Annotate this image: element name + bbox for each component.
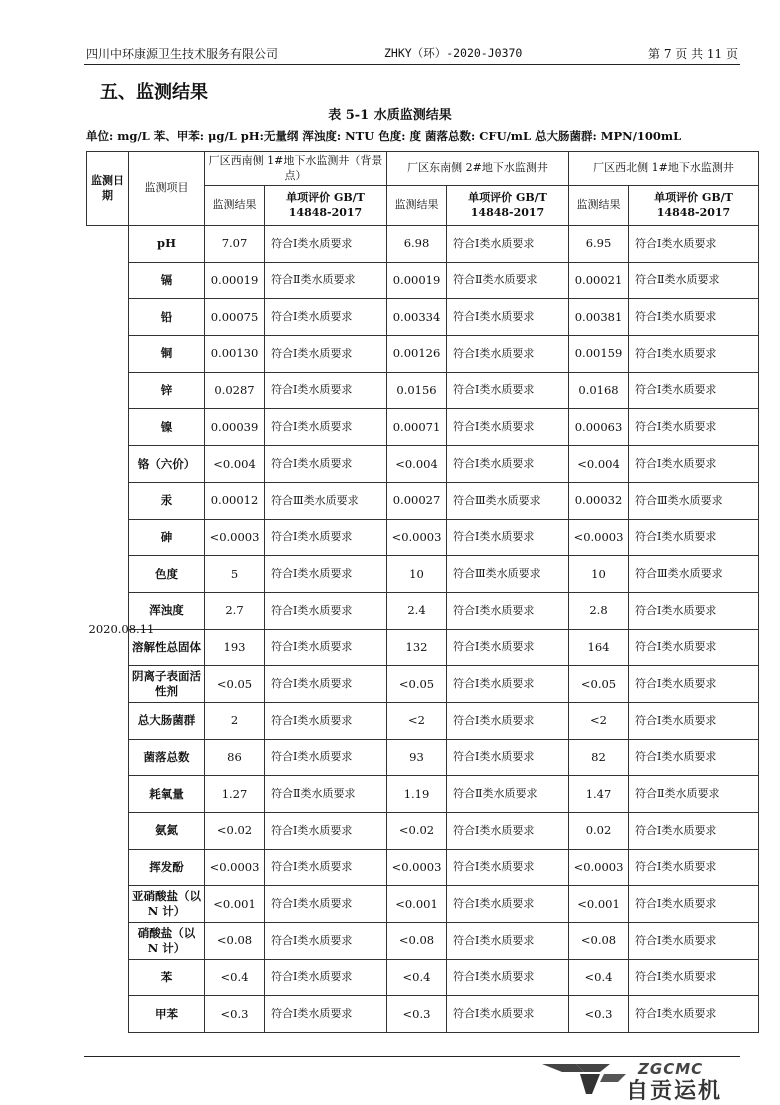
site-3-evaluation: 符合Ⅰ类水质要求	[629, 702, 759, 739]
site-3-result: <0.05	[569, 666, 629, 703]
site-2-result: 0.0156	[387, 372, 447, 409]
site-1-result: 193	[205, 629, 265, 666]
site-1-evaluation: 符合Ⅰ类水质要求	[265, 519, 387, 556]
site-3-result: 1.47	[569, 776, 629, 813]
site-2-result: <0.05	[387, 666, 447, 703]
site-2-result: <0.004	[387, 446, 447, 483]
page-number: 第 7 页 共 11 页	[648, 47, 738, 61]
site-3-evaluation: 符合Ⅰ类水质要求	[629, 739, 759, 776]
site-2-evaluation: 符合Ⅰ类水质要求	[447, 226, 569, 263]
site-2-result: <0.3	[387, 996, 447, 1033]
site-2-evaluation: 符合Ⅰ类水质要求	[447, 886, 569, 923]
item-name: 耗氧量	[129, 776, 205, 813]
site-2-result: 0.00334	[387, 299, 447, 336]
site-2-evaluation: 符合Ⅱ类水质要求	[447, 776, 569, 813]
site-1-eval-header: 单项评价 GB/T 14848-2017	[265, 186, 387, 226]
site-1-evaluation: 符合Ⅲ类水质要求	[265, 482, 387, 519]
item-name: 锌	[129, 372, 205, 409]
site-3-result: 2.8	[569, 592, 629, 629]
site-2-result: 0.00071	[387, 409, 447, 446]
logo-emblem-icon	[540, 1058, 640, 1100]
item-name: 氨氮	[129, 813, 205, 850]
site-1-evaluation: 符合Ⅰ类水质要求	[265, 592, 387, 629]
site-2-result: 2.4	[387, 592, 447, 629]
site-3-result: 0.00032	[569, 482, 629, 519]
table-row	[87, 372, 759, 409]
site-1-evaluation: 符合Ⅰ类水质要求	[265, 813, 387, 850]
table-row	[87, 409, 759, 446]
site-2-result: <0.0003	[387, 519, 447, 556]
site-2-evaluation: 符合Ⅰ类水质要求	[447, 409, 569, 446]
site-2-result: 6.98	[387, 226, 447, 263]
site-2-result: <0.08	[387, 923, 447, 960]
item-name: 阴离子表面活性剂	[129, 666, 205, 703]
site-3-result: <0.0003	[569, 519, 629, 556]
site-1-result: 1.27	[205, 776, 265, 813]
site-1-evaluation: 符合Ⅰ类水质要求	[265, 336, 387, 373]
site-1-evaluation: 符合Ⅰ类水质要求	[265, 556, 387, 593]
table-row	[87, 776, 759, 813]
site-3-evaluation: 符合Ⅰ类水质要求	[629, 299, 759, 336]
item-name: 铜	[129, 336, 205, 373]
site-2-result: <0.4	[387, 959, 447, 996]
site-3-evaluation: 符合Ⅰ类水质要求	[629, 666, 759, 703]
table-row	[87, 629, 759, 666]
table-row	[87, 336, 759, 373]
table-row	[87, 666, 759, 703]
site-2-eval-header: 单项评价 GB/T 14848-2017	[447, 186, 569, 226]
site-3-result: 0.00159	[569, 336, 629, 373]
item-name: 苯	[129, 959, 205, 996]
site-3-evaluation: 符合Ⅰ类水质要求	[629, 886, 759, 923]
site-3-result: <0.3	[569, 996, 629, 1033]
site-3-result: <0.004	[569, 446, 629, 483]
site-1-evaluation: 符合Ⅰ类水质要求	[265, 923, 387, 960]
site-1-evaluation: 符合Ⅰ类水质要求	[265, 629, 387, 666]
site-1-result: 2	[205, 702, 265, 739]
site-2-evaluation: 符合Ⅰ类水质要求	[447, 336, 569, 373]
site-1-result: <0.4	[205, 959, 265, 996]
site-1-result-header: 监测结果	[205, 186, 265, 226]
site-2-evaluation: 符合Ⅰ类水质要求	[447, 813, 569, 850]
site-3-evaluation: 符合Ⅰ类水质要求	[629, 592, 759, 629]
site-3-eval-header: 单项评价 GB/T 14848-2017	[629, 186, 759, 226]
site-3-evaluation: 符合Ⅰ类水质要求	[629, 996, 759, 1033]
site-1-evaluation: 符合Ⅰ类水质要求	[265, 739, 387, 776]
site-1-result: 0.0287	[205, 372, 265, 409]
site-2-result: 10	[387, 556, 447, 593]
item-name: 铅	[129, 299, 205, 336]
table-row	[87, 702, 759, 739]
monitoring-date: 2020.08.11	[87, 226, 129, 1033]
site-2-result: 0.00019	[387, 262, 447, 299]
site-3-result: 6.95	[569, 226, 629, 263]
site-2-header: 厂区东南侧 2#地下水监测井	[387, 152, 569, 186]
site-3-result: <0.001	[569, 886, 629, 923]
table-row	[87, 226, 759, 263]
site-1-result: 5	[205, 556, 265, 593]
item-name: 亚硝酸盐（以 N 计）	[129, 886, 205, 923]
site-3-evaluation: 符合Ⅰ类水质要求	[629, 336, 759, 373]
site-1-evaluation: 符合Ⅰ类水质要求	[265, 446, 387, 483]
item-name: 汞	[129, 482, 205, 519]
site-1-evaluation: 符合Ⅱ类水质要求	[265, 262, 387, 299]
site-3-result: 0.02	[569, 813, 629, 850]
site-2-evaluation: 符合Ⅰ类水质要求	[447, 592, 569, 629]
site-3-evaluation: 符合Ⅰ类水质要求	[629, 959, 759, 996]
site-3-evaluation: 符合Ⅰ类水质要求	[629, 629, 759, 666]
site-3-evaluation: 符合Ⅲ类水质要求	[629, 556, 759, 593]
site-3-evaluation: 符合Ⅰ类水质要求	[629, 923, 759, 960]
site-1-result: 7.07	[205, 226, 265, 263]
units-line: 单位: mg/L 苯、甲苯: μg/L pH:无量纲 浑浊度: NTU 色度: 度 菌落总数: CFU/mL 总大肠菌群: MPN/100mL	[86, 129, 682, 143]
item-name: 镉	[129, 262, 205, 299]
item-name: 镍	[129, 409, 205, 446]
table-row	[87, 262, 759, 299]
site-3-evaluation: 符合Ⅱ类水质要求	[629, 776, 759, 813]
table-row	[87, 446, 759, 483]
site-3-result: 0.0168	[569, 372, 629, 409]
table-row	[87, 849, 759, 886]
item-name: 色度	[129, 556, 205, 593]
site-3-header: 厂区西北侧 1#地下水监测井	[569, 152, 759, 186]
site-2-evaluation: 符合Ⅰ类水质要求	[447, 629, 569, 666]
site-1-result: <0.02	[205, 813, 265, 850]
site-2-evaluation: 符合Ⅰ类水质要求	[447, 446, 569, 483]
item-name: 浑浊度	[129, 592, 205, 629]
site-2-evaluation: 符合Ⅰ类水质要求	[447, 519, 569, 556]
site-2-evaluation: 符合Ⅰ类水质要求	[447, 923, 569, 960]
site-3-result: 0.00381	[569, 299, 629, 336]
site-2-evaluation: 符合Ⅰ类水质要求	[447, 372, 569, 409]
site-3-result: 82	[569, 739, 629, 776]
site-3-evaluation: 符合Ⅰ类水质要求	[629, 446, 759, 483]
site-1-result: <0.05	[205, 666, 265, 703]
site-1-evaluation: 符合Ⅰ类水质要求	[265, 702, 387, 739]
table-row	[87, 813, 759, 850]
table-row	[87, 996, 759, 1033]
col-date-header: 监测日期	[87, 152, 129, 226]
table-row	[87, 482, 759, 519]
site-2-evaluation: 符合Ⅲ类水质要求	[447, 556, 569, 593]
table-row	[87, 886, 759, 923]
site-3-result: 10	[569, 556, 629, 593]
site-3-evaluation: 符合Ⅱ类水质要求	[629, 262, 759, 299]
site-3-evaluation: 符合Ⅰ类水质要求	[629, 409, 759, 446]
water-quality-table	[86, 151, 759, 1033]
item-name: 总大肠菌群	[129, 702, 205, 739]
site-1-result: 86	[205, 739, 265, 776]
item-name: 挥发酚	[129, 849, 205, 886]
site-3-evaluation: 符合Ⅰ类水质要求	[629, 226, 759, 263]
item-name: pH	[129, 226, 205, 263]
site-3-result: 0.00021	[569, 262, 629, 299]
site-2-evaluation: 符合Ⅰ类水质要求	[447, 666, 569, 703]
item-name: 菌落总数	[129, 739, 205, 776]
table-row	[87, 556, 759, 593]
site-3-evaluation: 符合Ⅰ类水质要求	[629, 849, 759, 886]
site-2-result: 1.19	[387, 776, 447, 813]
site-2-evaluation: 符合Ⅰ类水质要求	[447, 959, 569, 996]
site-2-result: 0.00027	[387, 482, 447, 519]
site-1-result: 0.00130	[205, 336, 265, 373]
site-1-result: <0.001	[205, 886, 265, 923]
item-name: 砷	[129, 519, 205, 556]
site-2-evaluation: 符合Ⅰ类水质要求	[447, 702, 569, 739]
item-name: 铬（六价）	[129, 446, 205, 483]
logo-latin-text: ZGCMC	[638, 1060, 704, 1078]
site-1-evaluation: 符合Ⅰ类水质要求	[265, 886, 387, 923]
site-2-result-header: 监测结果	[387, 186, 447, 226]
site-2-evaluation: 符合Ⅰ类水质要求	[447, 996, 569, 1033]
site-1-result: 0.00039	[205, 409, 265, 446]
site-2-result: <2	[387, 702, 447, 739]
site-1-result: <0.3	[205, 996, 265, 1033]
site-3-result: <2	[569, 702, 629, 739]
site-2-evaluation: 符合Ⅲ类水质要求	[447, 482, 569, 519]
report-number: ZHKY（环）-2020-J0370	[384, 46, 523, 60]
item-name: 硝酸盐（以 N 计）	[129, 923, 205, 960]
site-1-evaluation: 符合Ⅰ类水质要求	[265, 996, 387, 1033]
site-2-result: <0.02	[387, 813, 447, 850]
site-2-result: <0.0003	[387, 849, 447, 886]
footer-rule	[84, 1056, 740, 1057]
site-1-result: <0.08	[205, 923, 265, 960]
site-1-evaluation: 符合Ⅰ类水质要求	[265, 299, 387, 336]
site-3-evaluation: 符合Ⅰ类水质要求	[629, 372, 759, 409]
company-logo	[540, 1058, 768, 1104]
site-2-evaluation: 符合Ⅱ类水质要求	[447, 262, 569, 299]
site-1-result: <0.0003	[205, 519, 265, 556]
col-item-header: 监测项目	[129, 152, 205, 226]
site-1-evaluation: 符合Ⅰ类水质要求	[265, 959, 387, 996]
site-3-result: <0.4	[569, 959, 629, 996]
site-2-evaluation: 符合Ⅰ类水质要求	[447, 849, 569, 886]
table-row	[87, 592, 759, 629]
item-name: 溶解性总固体	[129, 629, 205, 666]
site-3-result: 0.00063	[569, 409, 629, 446]
site-2-result: 0.00126	[387, 336, 447, 373]
table-row	[87, 519, 759, 556]
site-1-evaluation: 符合Ⅰ类水质要求	[265, 409, 387, 446]
site-1-result: <0.0003	[205, 849, 265, 886]
table-row	[87, 299, 759, 336]
site-3-evaluation: 符合Ⅰ类水质要求	[629, 519, 759, 556]
site-3-result-header: 监测结果	[569, 186, 629, 226]
table-row	[87, 739, 759, 776]
site-3-result: <0.0003	[569, 849, 629, 886]
site-3-evaluation: 符合Ⅰ类水质要求	[629, 813, 759, 850]
site-2-evaluation: 符合Ⅰ类水质要求	[447, 739, 569, 776]
site-2-result: <0.001	[387, 886, 447, 923]
section-title: 五、监测结果	[100, 82, 208, 103]
site-1-result: 0.00019	[205, 262, 265, 299]
table-caption: 表 5-1 水质监测结果	[328, 108, 452, 123]
site-1-result: <0.004	[205, 446, 265, 483]
table-row	[87, 923, 759, 960]
site-3-result: <0.08	[569, 923, 629, 960]
site-2-evaluation: 符合Ⅰ类水质要求	[447, 299, 569, 336]
site-2-result: 93	[387, 739, 447, 776]
table-row	[87, 959, 759, 996]
logo-chinese-text: 自贡运机	[626, 1079, 723, 1104]
site-3-result: 164	[569, 629, 629, 666]
site-2-result: 132	[387, 629, 447, 666]
page-header	[84, 40, 740, 65]
site-1-result: 0.00075	[205, 299, 265, 336]
site-1-evaluation: 符合Ⅰ类水质要求	[265, 226, 387, 263]
site-1-evaluation: 符合Ⅰ类水质要求	[265, 849, 387, 886]
site-1-header: 厂区西南侧 1#地下水监测井（背景点）	[205, 152, 387, 186]
site-1-evaluation: 符合Ⅰ类水质要求	[265, 666, 387, 703]
company-name: 四川中环康源卫生技术服务有限公司	[86, 47, 279, 61]
item-name: 甲苯	[129, 996, 205, 1033]
site-1-result: 2.7	[205, 592, 265, 629]
site-3-evaluation: 符合Ⅲ类水质要求	[629, 482, 759, 519]
site-1-evaluation: 符合Ⅰ类水质要求	[265, 372, 387, 409]
site-1-result: 0.00012	[205, 482, 265, 519]
site-1-evaluation: 符合Ⅱ类水质要求	[265, 776, 387, 813]
